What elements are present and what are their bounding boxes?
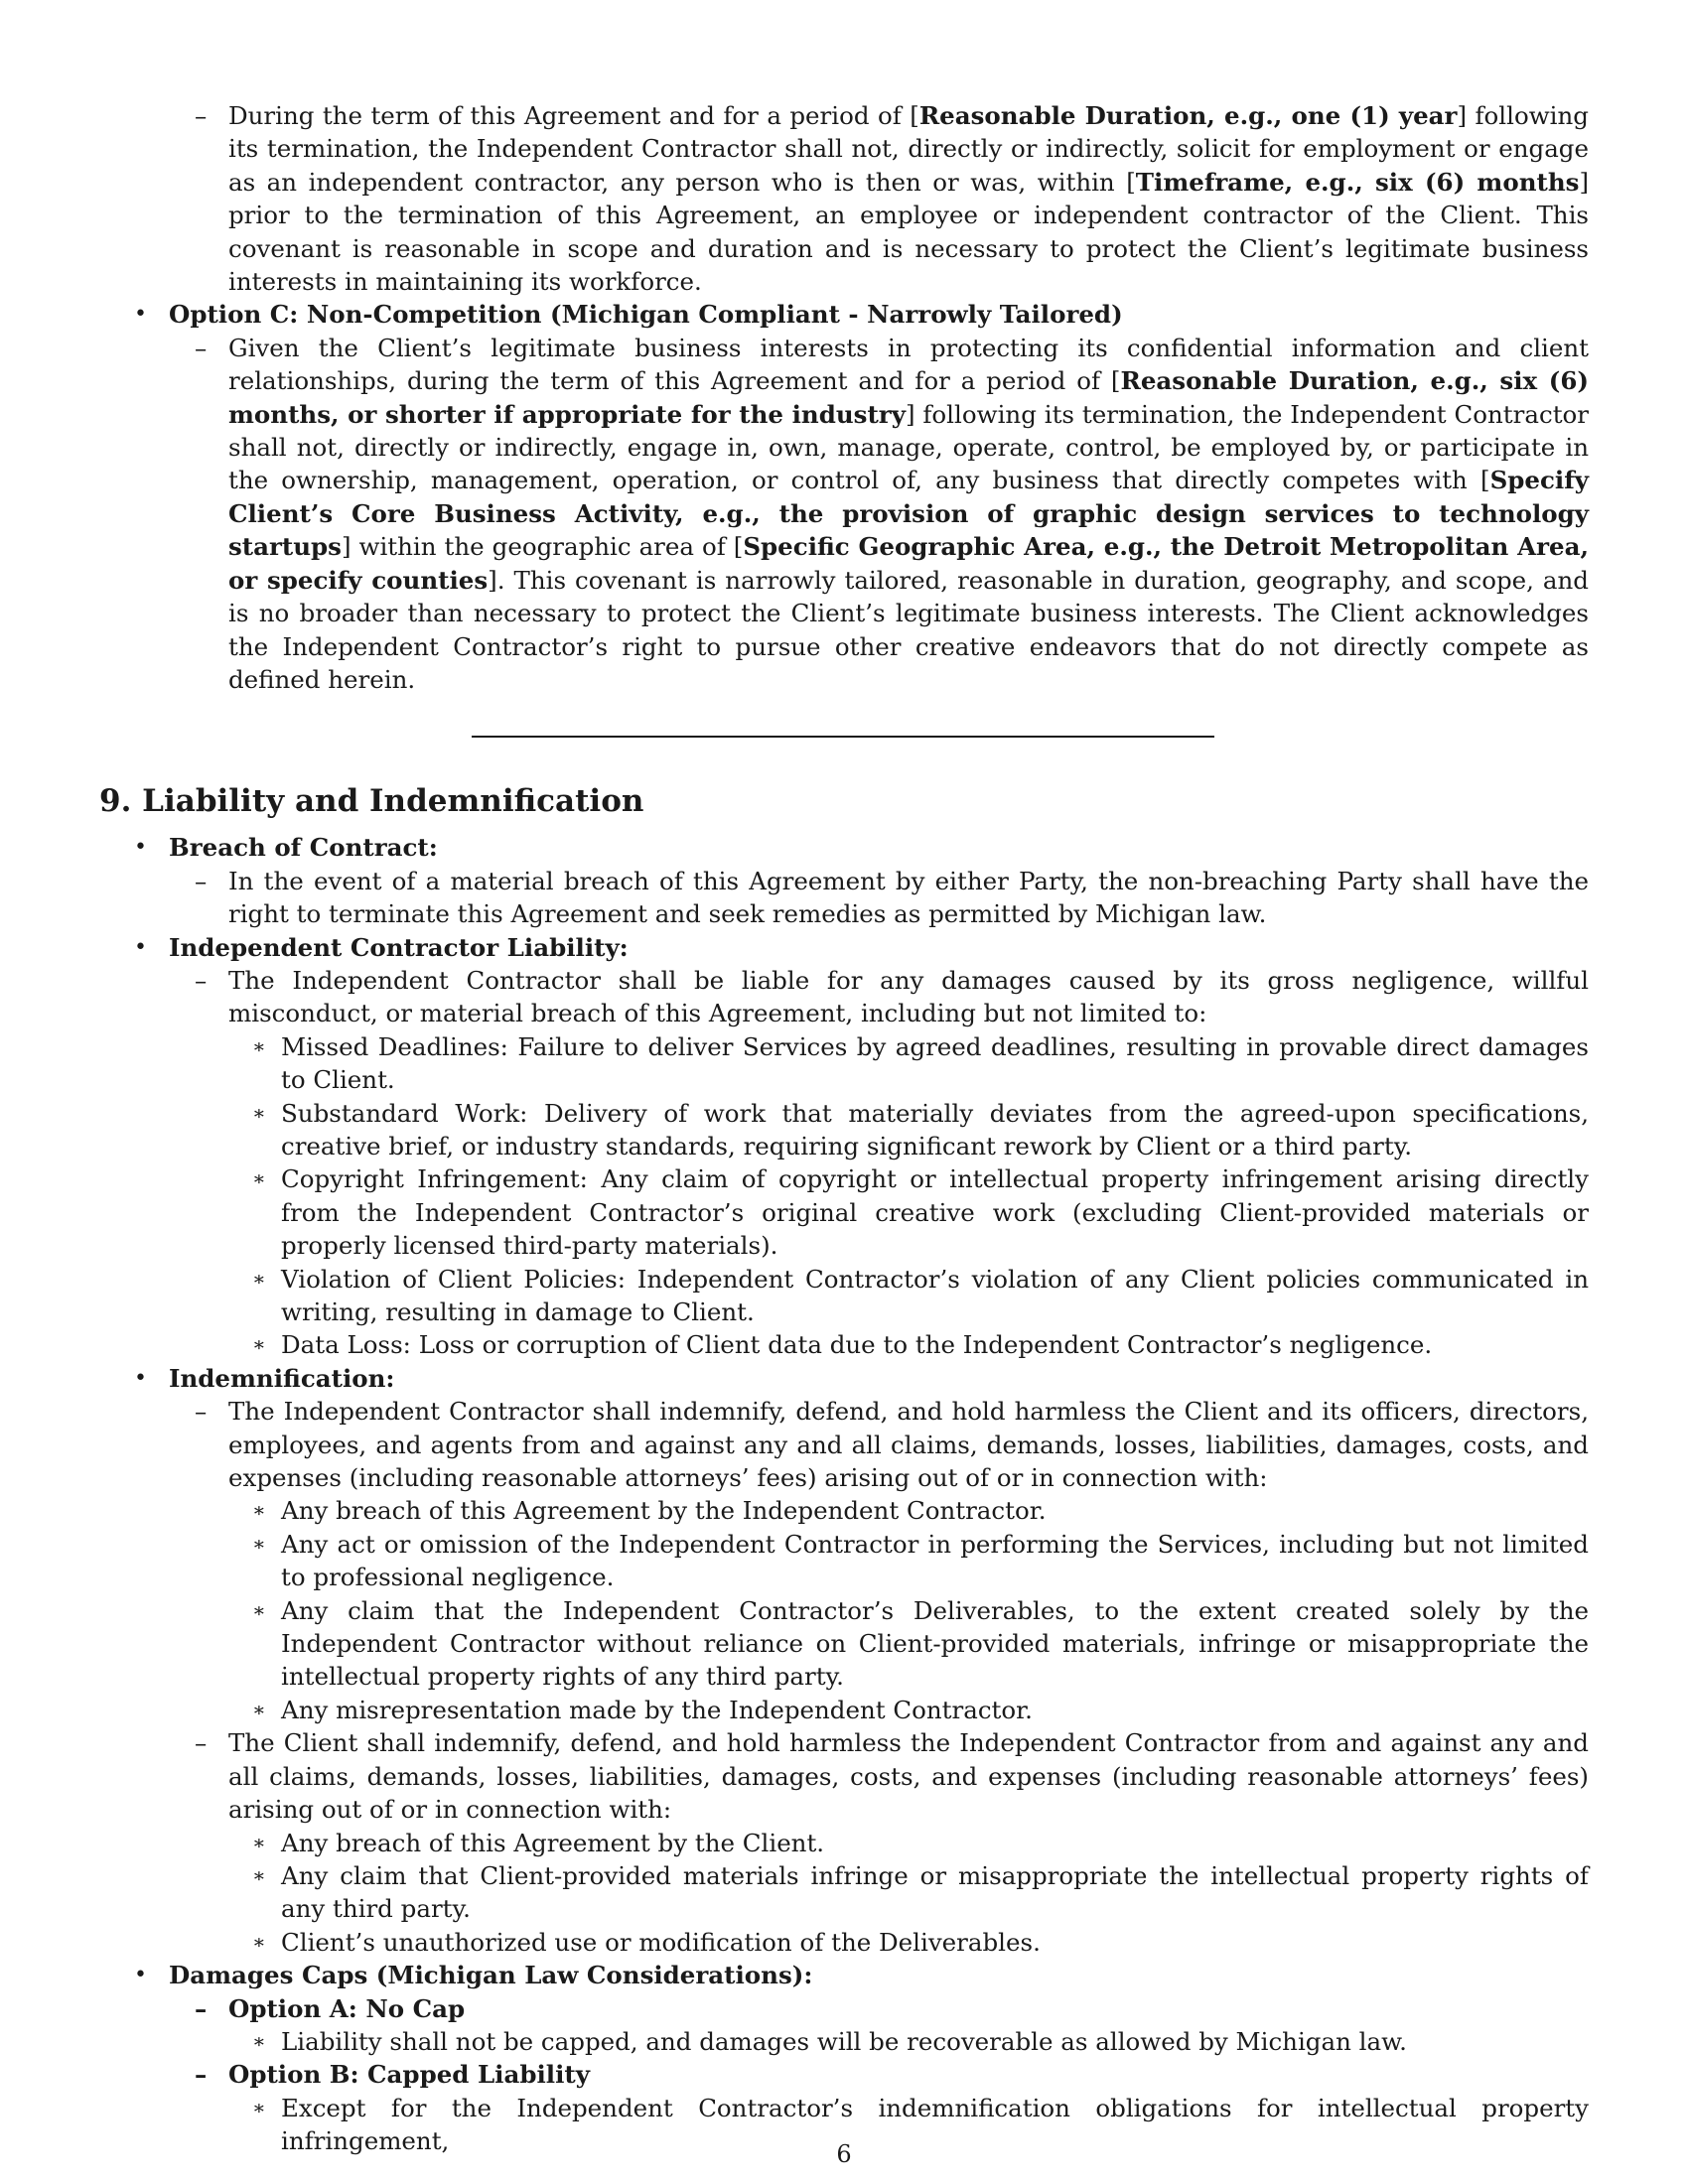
clause-text: ] following its termination, the Independent Contractor shall not, directly or indirectly, engage in, own, manage, operate, control, be employed by, or participate in the ownership, management, operation, or control of, any business that directly competes with [	[228, 399, 1589, 495]
indemnification-heading: Indemnification:	[169, 1363, 395, 1393]
star-marker: ∗	[252, 1266, 266, 1291]
clause-text: The Client shall indemnify, defend, and hold harmless the Independent Contractor from and against any and all claims, demands, losses, liabilities, damages, costs, and expenses (including reasonable attorneys’ fees) arising out of or in connection with:	[228, 1728, 1589, 1825]
contractor-indemnification-clause	[99, 1395, 1589, 1494]
dash-marker: –	[195, 101, 208, 130]
list-item-text: Violation of Client Policies: Independent Contractor’s violation of any Client policies communicated in writing, resulting in damage to Client.	[281, 1264, 1589, 1326]
damages-caps-heading-item	[99, 1959, 1589, 1991]
indemnification-heading-item	[99, 1362, 1589, 1395]
list-item	[99, 2025, 1589, 2058]
placeholder-business-activity: Specify Client’s Core Business Activity, e.g., the provision of graphic design services to technology startups	[228, 466, 1589, 562]
placeholder-duration: Reasonable Duration, e.g., six (6) months, or shorter if appropriate for the industry	[228, 366, 1589, 429]
star-marker: ∗	[252, 1498, 266, 1523]
bullet-marker: •	[134, 302, 147, 328]
breach-heading-item	[99, 831, 1589, 864]
list-item	[99, 1827, 1589, 1859]
star-marker: ∗	[252, 1830, 266, 1854]
star-marker: ∗	[252, 1929, 266, 1954]
option-b-non-solicit-clause	[99, 99, 1589, 298]
clause-text: ] within the geographic area of [	[341, 532, 744, 562]
list-item	[99, 1694, 1589, 1726]
list-item-text: Missed Deadlines: Failure to deliver Services by agreed deadlines, resulting in provable direct damages to Client.	[281, 1031, 1589, 1095]
star-marker: ∗	[252, 1166, 266, 1191]
list-item	[99, 1328, 1589, 1361]
ic-liability-heading-item	[99, 931, 1589, 964]
list-item-text: Copyright Infringement: Any claim of copyright or intellectual property infringement arising directly from the Independent Contractor’s original creative work (excluding Client-provided materials or properly licensed third-party materials).	[281, 1164, 1589, 1261]
option-c-non-compete-clause	[99, 332, 1589, 696]
dash-marker: –	[195, 866, 208, 895]
star-marker: ∗	[252, 1862, 266, 1887]
list-item-text: Client’s unauthorized use or modification of the Deliverables.	[281, 1927, 1041, 1957]
list-item-text: Any claim that the Independent Contractor’s Deliverables, to the extent created solely by the Independent Contractor without reliance on Client-provided materials, infringe or misappropriate the intellectual property rights of any third party.	[281, 1595, 1589, 1692]
ic-liability-heading: Independent Contractor Liability:	[169, 932, 629, 962]
bullet-marker: •	[134, 1365, 147, 1391]
star-marker: ∗	[252, 1100, 266, 1125]
list-item	[99, 1594, 1589, 1694]
caps-option-a-heading	[99, 1992, 1589, 2025]
list-item	[99, 1926, 1589, 1959]
list-item-text: Any breach of this Agreement by the Client.	[281, 1828, 825, 1857]
dash-marker: –	[195, 333, 208, 362]
damages-caps-heading: Damages Caps (Michigan Law Considerations):	[169, 1961, 813, 1990]
option-a-title: Option A: No Cap	[228, 1993, 466, 2023]
list-item-text: Any act or omission of the Independent Contractor in performing the Services, including but not limited to professional negligence.	[281, 1529, 1589, 1592]
list-item	[99, 1162, 1589, 1262]
dash-marker: –	[195, 965, 208, 995]
dash-marker: –	[195, 2060, 208, 2090]
list-item-text: Any misrepresentation made by the Independent Contractor.	[281, 1695, 1033, 1724]
star-marker: ∗	[252, 1697, 266, 1721]
dash-marker: –	[195, 1728, 208, 1758]
bullet-marker: •	[134, 934, 147, 960]
list-item-text: Substandard Work: Delivery of work that materially deviates from the agreed-upon specifications, creative brief, or industry standards, requiring significant rework by Client or a third party.	[281, 1098, 1589, 1160]
list-item	[99, 1097, 1589, 1163]
dash-marker: –	[195, 1397, 208, 1427]
star-marker: ∗	[252, 1332, 266, 1357]
clause-text: The Independent Contractor shall indemnify, defend, and hold harmless the Client and its officers, directors, employees, and agents from and against any and all claims, demands, losses, liabilities, damages, costs, and expenses (including reasonable attorneys’ fees) arising out of or in connection with:	[228, 1397, 1589, 1493]
placeholder-geographic-area: Specific Geographic Area, e.g., the Detroit Metropolitan Area, or specify counties	[228, 532, 1589, 595]
caps-option-b-heading	[99, 2058, 1589, 2091]
option-c-heading-item	[99, 298, 1589, 331]
option-b-title: Option B: Capped Liability	[228, 2060, 590, 2090]
bullet-marker: •	[134, 1963, 147, 1988]
list-item	[99, 1859, 1589, 1926]
list-item	[99, 1494, 1589, 1527]
list-item-text: Any claim that Client-provided materials infringe or misappropriate the intellectual property rights of any third party.	[281, 1860, 1589, 1924]
list-item-text: Data Loss: Loss or corruption of Client data due to the Independent Contractor’s negligence.	[281, 1330, 1433, 1360]
star-marker: ∗	[252, 1597, 266, 1622]
list-item	[99, 1030, 1589, 1097]
section-divider	[472, 736, 1214, 738]
star-marker: ∗	[252, 2095, 266, 2119]
clause-text: Given the Client’s legitimate business interests in protecting its confidential information and client relationships, during the term of this Agreement and for a period of [	[228, 333, 1589, 396]
clause-text: ] following its termination, the Independent Contractor shall not, directly or indirectly, solicit for employment or engage as an independent contractor, any person who is then or was, within [	[228, 101, 1589, 197]
option-c-title: Option C: Non-Competition (Michigan Compliant - Narrowly Tailored)	[169, 300, 1123, 330]
star-marker: ∗	[252, 2028, 266, 2053]
clause-text: ]. This covenant is narrowly tailored, reasonable in duration, geography, and scope, and is no broader than necessary to protect the Client’s legitimate business interests. The Client acknowledges the Independent Contractor’s right to pursue other creative endeavors that do not directly compete as defined herein.	[228, 565, 1589, 694]
placeholder-timeframe: Timeframe, e.g., six (6) months	[1135, 167, 1580, 197]
document-page	[99, 99, 1589, 2158]
list-item	[99, 1263, 1589, 1329]
star-marker: ∗	[252, 1531, 266, 1556]
clause-text: The Independent Contractor shall be liable for any damages caused by its gross negligence, willful misconduct, or material breach of this Agreement, including but not limited to:	[228, 965, 1589, 1028]
bullet-marker: •	[134, 835, 147, 861]
client-indemnification-clause	[99, 1726, 1589, 1826]
clause-text: In the event of a material breach of this Agreement by either Party, the non-breaching Party shall have the right to terminate this Agreement and seek remedies as permitted by Michigan law.	[228, 866, 1589, 929]
section-title: 9. Liability and Indemnification	[99, 783, 644, 820]
list-item-text: Liability shall not be capped, and damages will be recoverable as allowed by Michigan law.	[281, 2026, 1407, 2056]
star-marker: ∗	[252, 1033, 266, 1058]
page-number: 6	[836, 2140, 852, 2168]
dash-marker: –	[195, 1993, 208, 2023]
list-item-text: Except for the Independent Contractor’s indemnification obligations for intellectual property infringement,	[281, 2093, 1589, 2156]
list-item	[99, 1528, 1589, 1594]
breach-clause	[99, 865, 1589, 931]
ic-liability-clause	[99, 964, 1589, 1030]
breach-heading: Breach of Contract:	[169, 833, 438, 863]
list-item-text: Any breach of this Agreement by the Independent Contractor.	[281, 1496, 1047, 1526]
placeholder-duration: Reasonable Duration, e.g., one (1) year	[918, 101, 1458, 130]
clause-text: During the term of this Agreement and for a period of [	[228, 101, 919, 130]
clause-text: ] prior to the termination of this Agreement, an employee or independent contractor of the Client. This covenant is reasonable in scope and duration and is necessary to protect the Client’s legitimate business interests in maintaining its workforce.	[228, 167, 1589, 297]
